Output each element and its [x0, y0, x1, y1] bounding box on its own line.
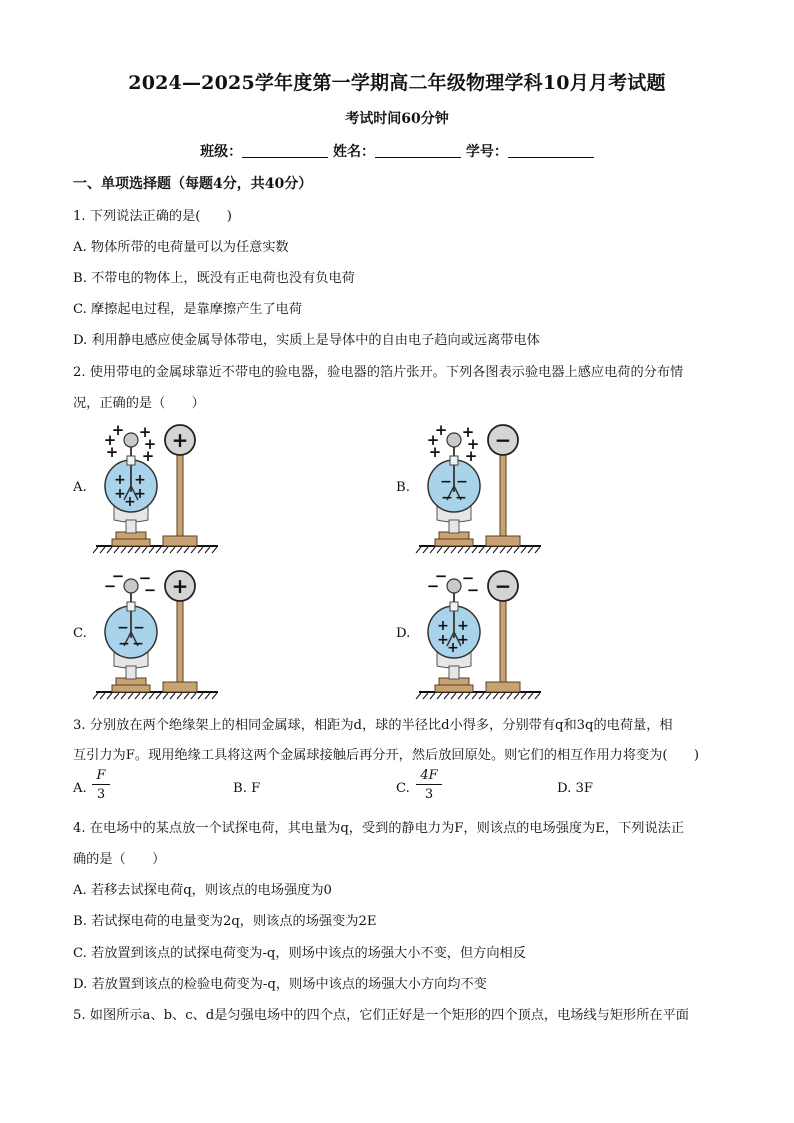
student-info-line — [0, 141, 794, 161]
knob-charge-sign: + — [426, 431, 440, 449]
q1-option-d: D. 利用静电感应使金属导体带电，实质上是导体中的自由电子趋向或远离带电体 — [73, 333, 540, 348]
ground-hatch — [114, 547, 119, 553]
q3-option-a-label: A. — [73, 781, 87, 796]
ground-hatch — [205, 693, 210, 699]
ground-hatch — [212, 547, 217, 553]
ground-hatch — [430, 547, 435, 553]
electroscope-knob — [447, 579, 461, 593]
ball-charge-sign: + — [171, 574, 189, 598]
q1-stem: 1. 下列说法正确的是( ) — [73, 209, 232, 224]
knob-charge-sign: + — [466, 435, 480, 453]
class-label: 班级： — [200, 144, 243, 160]
electroscope-knob — [124, 433, 138, 447]
knob-charge-sign: − — [111, 567, 125, 585]
ground-hatch — [521, 693, 526, 699]
exam-title: 2024—2025学年度第一学期高二年级物理学科10月月考试题 — [128, 72, 666, 94]
ground-hatch — [486, 547, 491, 553]
knob-charge-sign: + — [141, 447, 155, 465]
ground-hatch — [423, 693, 428, 699]
knob-charge-sign: − — [138, 569, 152, 587]
q4-stem-line2: 确的是（ ） — [73, 852, 166, 867]
class-field[interactable] — [242, 143, 328, 158]
q4-option-a: A. 若移去试探电荷q，则该点的电场强度为0 — [73, 883, 332, 898]
ground-hatch — [163, 693, 168, 699]
insulating-stand-base — [163, 682, 197, 692]
leaf-charge-sign: + — [457, 618, 469, 634]
q2-figure-a — [90, 420, 225, 555]
leaf-charge-sign: + — [437, 618, 449, 634]
knob-charge-sign: + — [143, 435, 157, 453]
ground-hatch — [135, 693, 140, 699]
knob-charge-sign: − — [461, 569, 475, 587]
ground-hatch — [507, 547, 512, 553]
ground-hatch — [416, 547, 421, 553]
leaf-charge-sign: + — [457, 632, 469, 648]
ground-hatch — [451, 693, 456, 699]
q2-figure-b — [413, 420, 548, 555]
ground-hatch — [149, 693, 154, 699]
q3-a-numerator: F — [96, 768, 106, 783]
ground-hatch — [163, 547, 168, 553]
electroscope-plug — [127, 602, 135, 611]
ground-hatch — [430, 693, 435, 699]
electroscope-neck — [449, 666, 459, 679]
ball-charge-sign: + — [171, 428, 189, 452]
knob-charge-sign: + — [464, 447, 478, 465]
ground-hatch — [128, 693, 133, 699]
ground-hatch — [535, 547, 540, 553]
q3-option-d: D. 3F — [557, 781, 594, 796]
ground-hatch — [100, 547, 105, 553]
name-field[interactable] — [375, 143, 461, 158]
insulating-stand-pole — [500, 600, 506, 684]
ground-hatch — [472, 693, 477, 699]
knob-charge-sign: + — [105, 443, 119, 461]
q3-option-b: B. F — [233, 781, 261, 796]
insulating-stand-base — [486, 536, 520, 546]
ground-hatch — [423, 547, 428, 553]
ground-hatch — [458, 693, 463, 699]
q5-stem-line1: 5. 如图所示a、b、c、d是匀强电场中的四个点，它们正好是一个矩形的四个顶点，电场线与矩形所在平面 — [73, 1008, 689, 1023]
ground-hatch — [205, 547, 210, 553]
ground-hatch — [514, 693, 519, 699]
electroscope-base-plate — [112, 685, 150, 692]
leaf-charge-sign: − — [440, 474, 452, 490]
ground-hatch — [212, 693, 217, 699]
fraction-bar — [92, 784, 110, 785]
ground-hatch — [521, 547, 526, 553]
ground-hatch — [128, 547, 133, 553]
ground-hatch — [465, 547, 470, 553]
insulating-stand-base — [163, 536, 197, 546]
knob-charge-sign: + — [428, 443, 442, 461]
leaf-charge-sign: + — [134, 486, 146, 502]
exam-duration: 考试时间60分钟 — [345, 111, 449, 127]
q4-stem-line1: 4. 在电场中的某点放一个试探电荷，其电量为q，受到的静电力为F，则该点的电场强度为E，下列说法正 — [73, 821, 685, 836]
ground-hatch — [93, 547, 98, 553]
q4-option-c: C. 若放置到该点的试探电荷变为-q，则场中该点的场强大小不变，但方向相反 — [73, 946, 526, 961]
electroscope-knob — [447, 433, 461, 447]
knob-charge-sign: − — [426, 577, 440, 595]
ground-hatch — [177, 547, 182, 553]
ground-hatch — [142, 547, 147, 553]
ground-hatch — [437, 547, 442, 553]
ground-hatch — [114, 693, 119, 699]
ground-hatch — [437, 693, 442, 699]
ground-hatch — [177, 693, 182, 699]
ground-hatch — [191, 693, 196, 699]
q4-option-d: D. 若放置到该点的检验电荷变为-q，则场中该点的场强大小方向均不变 — [73, 977, 487, 992]
knob-charge-sign: + — [103, 431, 117, 449]
name-label: 姓名： — [333, 144, 375, 160]
leaf-charge-sign: − — [117, 620, 129, 636]
q2-figure-c — [90, 566, 225, 701]
q3-stem-line1: 3. 分别放在两个绝缘架上的相同金属球，相距为d，球的半径比d小得多，分别带有q和3q的电荷量，相 — [73, 718, 673, 733]
q1-option-b: B. 不带电的物体上，既没有正电荷也没有负电荷 — [73, 271, 355, 286]
ground-hatch — [514, 547, 519, 553]
electroscope-neck — [126, 520, 136, 533]
ground-hatch — [451, 547, 456, 553]
electroscope-plug — [127, 456, 135, 465]
ground-hatch — [444, 693, 449, 699]
electroscope-base-plate — [435, 539, 473, 546]
ground-hatch — [198, 547, 203, 553]
q3-option-c-label: C. — [396, 781, 410, 796]
ball-charge-sign: − — [494, 574, 512, 598]
electroscope-knob — [124, 579, 138, 593]
fraction-bar — [416, 784, 442, 785]
ground-hatch — [135, 547, 140, 553]
knob-charge-sign: + — [111, 421, 125, 439]
ground-hatch — [416, 693, 421, 699]
leaf-charge-sign: + — [134, 472, 146, 488]
insulating-stand-pole — [500, 454, 506, 538]
knob-charge-sign: + — [434, 421, 448, 439]
q3-c-numerator: 4F — [420, 768, 438, 783]
leaf-charge-sign: − — [133, 620, 145, 636]
electroscope-neck — [126, 666, 136, 679]
insulating-stand-base — [486, 682, 520, 692]
ground-hatch — [156, 547, 161, 553]
q1-option-a: A. 物体所带的电荷量可以为任意实数 — [73, 240, 289, 255]
knob-charge-sign: + — [138, 423, 152, 441]
ground-hatch — [465, 693, 470, 699]
q3-option-a-fraction — [92, 768, 110, 802]
id-field[interactable] — [508, 143, 594, 158]
ball-charge-sign: − — [494, 428, 512, 452]
electroscope-base-plate — [112, 539, 150, 546]
ground-hatch — [184, 693, 189, 699]
knob-charge-sign: − — [466, 581, 480, 599]
electroscope-neck — [449, 520, 459, 533]
leaf-charge-sign: − — [456, 474, 468, 490]
ground-hatch — [142, 693, 147, 699]
leaf-charge-sign: − — [441, 490, 453, 506]
q2-stem-line2: 况，正确的是（ ） — [73, 396, 205, 411]
leaf-charge-sign: − — [132, 636, 144, 652]
ground-hatch — [500, 693, 505, 699]
q2-stem-line1: 2. 使用带电的金属球靠近不带电的验电器，验电器的箔片张开。下列各图表示验电器上感应电荷的分布情 — [73, 365, 684, 380]
ground-hatch — [528, 547, 533, 553]
electroscope-plug — [450, 456, 458, 465]
leaf-charge-sign: − — [455, 490, 467, 506]
ground-hatch — [472, 547, 477, 553]
knob-charge-sign: + — [461, 423, 475, 441]
q3-stem-line2: 互引力为F。现用绝缘工具将这两个金属球接触后再分开，然后放回原处。则它们的相互作用力将变为( ) — [73, 748, 700, 763]
ground-hatch — [121, 547, 126, 553]
knob-charge-sign: − — [103, 577, 117, 595]
insulating-stand-pole — [177, 600, 183, 684]
ground-hatch — [170, 547, 175, 553]
leaf-charge-sign: − — [118, 636, 130, 652]
section-heading: 一、单项选择题（每题4分，共40分） — [73, 176, 313, 192]
ground-hatch — [156, 693, 161, 699]
q2-label-b: B. — [396, 480, 410, 495]
knob-charge-sign: − — [434, 567, 448, 585]
q1-option-c: C. 摩擦起电过程，是靠摩擦产生了电荷 — [73, 302, 303, 317]
ground-hatch — [500, 547, 505, 553]
insulating-stand-pole — [177, 454, 183, 538]
q3-c-denominator: 3 — [424, 787, 434, 802]
ground-hatch — [93, 693, 98, 699]
leaf-charge-sign: + — [437, 632, 449, 648]
ground-hatch — [486, 693, 491, 699]
ground-hatch — [170, 693, 175, 699]
leaf-charge-sign: + — [447, 640, 459, 656]
ground-hatch — [479, 547, 484, 553]
ground-hatch — [191, 547, 196, 553]
knob-charge-sign: − — [143, 581, 157, 599]
leaf-charge-sign: + — [114, 472, 126, 488]
ground-hatch — [444, 547, 449, 553]
id-label: 学号： — [465, 144, 508, 160]
ground-hatch — [493, 547, 498, 553]
ground-hatch — [100, 693, 105, 699]
ground-hatch — [149, 547, 154, 553]
ground-hatch — [121, 693, 126, 699]
ground-hatch — [198, 693, 203, 699]
ground-hatch — [107, 693, 112, 699]
q3-a-denominator: 3 — [96, 787, 106, 802]
electroscope-plug — [450, 602, 458, 611]
ground-hatch — [535, 693, 540, 699]
ground-hatch — [507, 693, 512, 699]
q2-figure-d — [413, 566, 548, 701]
leaf-charge-sign: + — [124, 494, 136, 510]
q4-option-b: B. 若试探电荷的电量变为2q，则该点的场强变为2E — [73, 914, 377, 929]
ground-hatch — [107, 547, 112, 553]
ground-hatch — [528, 693, 533, 699]
ground-hatch — [479, 693, 484, 699]
ground-hatch — [184, 547, 189, 553]
ground-hatch — [458, 547, 463, 553]
electroscope-base-plate — [435, 685, 473, 692]
ground-hatch — [493, 693, 498, 699]
q2-label-a: A. — [73, 480, 87, 495]
q2-label-d: D. — [396, 626, 411, 641]
q2-label-c: C. — [73, 626, 87, 641]
leaf-charge-sign: + — [114, 486, 126, 502]
q3-option-c-fraction — [416, 768, 442, 802]
